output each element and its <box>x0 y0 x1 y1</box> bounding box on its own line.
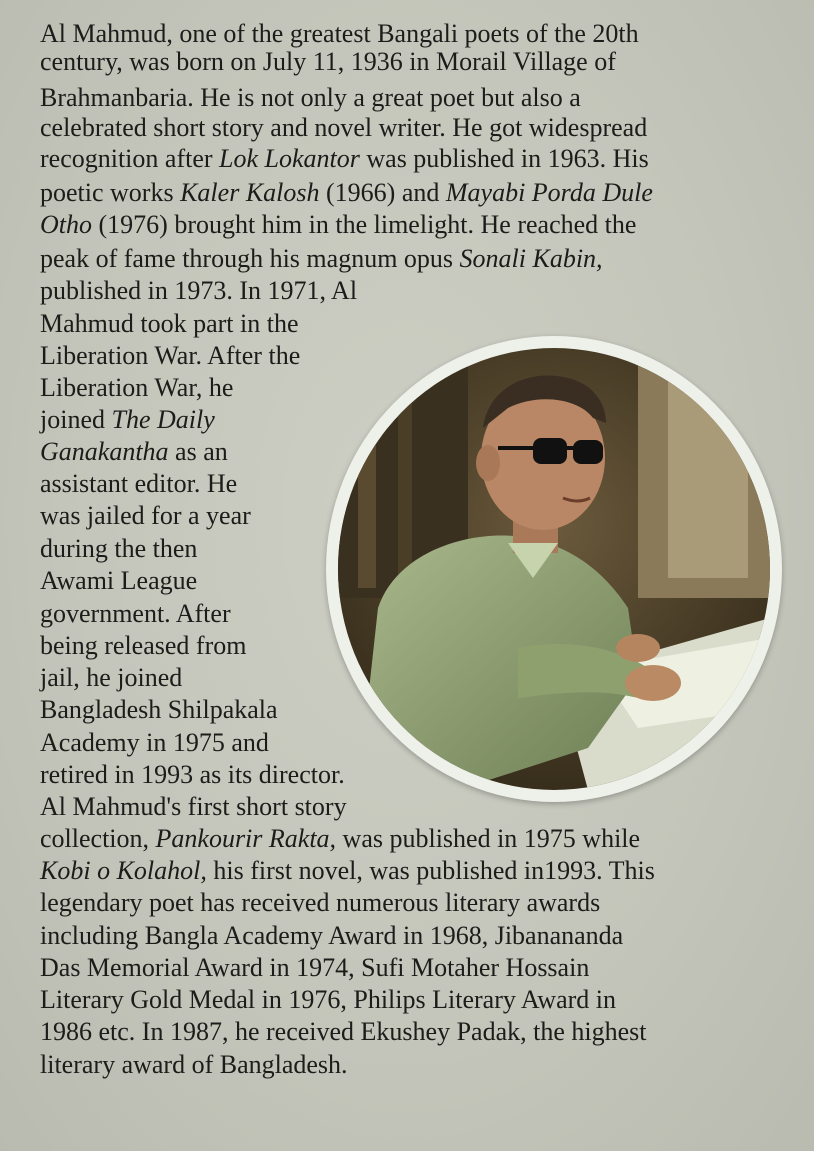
portrait-illustration <box>338 348 770 790</box>
text-line <box>40 500 251 532</box>
text-run: being released from <box>40 631 247 660</box>
text-line <box>40 759 345 791</box>
text-line <box>40 143 649 175</box>
text-run: published in 1973. In 1971, Al <box>40 276 358 305</box>
text-run: (1966) and <box>319 178 446 207</box>
portrait-photo <box>338 348 770 790</box>
text-line <box>40 630 246 662</box>
text-run: including Bangla Academy Award in 1968, Jibanananda <box>40 921 624 950</box>
italic-title: Lok Lokantor <box>219 144 360 173</box>
text-run: peak of fame through his magnum opus <box>40 244 460 273</box>
portrait-frame <box>326 336 782 802</box>
text-run: Literary Gold Medal in 1976, Philips Literary Award in <box>40 985 616 1014</box>
text-run: Liberation War, he <box>40 373 234 402</box>
text-line <box>40 920 623 952</box>
text-line <box>40 82 581 114</box>
text-run: was published in 1975 while <box>336 824 641 853</box>
text-line <box>40 823 640 855</box>
text-line <box>40 727 269 759</box>
text-run: Academy in 1975 and <box>40 728 269 757</box>
text-run: during the then <box>40 534 198 563</box>
text-run: legendary poet has received numerous literary awards <box>40 888 601 917</box>
italic-title: Kaler Kalosh <box>180 178 320 207</box>
text-line <box>40 308 299 340</box>
text-line <box>40 565 197 597</box>
text-line <box>40 855 655 887</box>
text-run: celebrated short story and novel writer. He got widespread <box>40 113 648 142</box>
italic-title: Ganakantha <box>40 437 169 466</box>
italic-title: Sonali Kabin, <box>459 244 603 273</box>
text-line <box>40 340 300 372</box>
text-line <box>40 112 647 144</box>
italic-title: The Daily <box>111 405 215 434</box>
text-run: his first novel, was published in1993. This <box>206 856 655 885</box>
text-run: Bangladesh Shilpakala <box>40 695 278 724</box>
text-run: literary award of Bangladesh. <box>40 1050 348 1079</box>
italic-title: Pankourir Rakta, <box>155 824 337 853</box>
text-line <box>40 243 603 275</box>
text-line <box>40 662 182 694</box>
text-line <box>40 887 600 919</box>
text-run: was published in 1963. His <box>359 144 649 173</box>
text-run: assistant editor. He <box>40 469 238 498</box>
text-line <box>40 404 215 436</box>
text-run: Liberation War. After the <box>40 341 301 370</box>
text-line <box>40 952 589 984</box>
text-line <box>40 533 197 565</box>
text-run: retired in 1993 as its director. <box>40 760 345 789</box>
text-line <box>40 436 228 468</box>
text-run: collection, <box>40 824 156 853</box>
text-line <box>40 984 616 1016</box>
text-run: jail, he joined <box>40 663 183 692</box>
text-run: Awami League <box>40 566 198 595</box>
text-run: Al Mahmud, one of the greatest Bangali poets of the 20th <box>40 19 639 48</box>
text-run: was jailed for a year <box>40 501 251 530</box>
text-run: Brahmanbaria. He is not only a great poet but also a <box>40 83 581 112</box>
text-run: recognition after <box>40 144 220 173</box>
text-run: as an <box>168 437 228 466</box>
text-line <box>40 46 616 78</box>
text-line <box>40 791 347 823</box>
text-run: (1976) brought him in the limelight. He reached the <box>92 210 637 239</box>
text-run: Al Mahmud's first short story <box>40 792 347 821</box>
text-line <box>40 177 653 209</box>
text-run: joined <box>40 405 112 434</box>
text-line <box>40 1016 647 1048</box>
italic-title: Otho <box>40 210 92 239</box>
text-line <box>40 694 278 726</box>
text-run: Mahmud took part in the <box>40 309 299 338</box>
text-run: poetic works <box>40 178 181 207</box>
text-run: government. After <box>40 599 231 628</box>
text-run: Das Memorial Award in 1974, Sufi Motaher Hossain <box>40 953 590 982</box>
text-line <box>40 209 636 241</box>
text-line <box>40 598 231 630</box>
italic-title: Mayabi Porda Dule <box>445 178 653 207</box>
text-run: 1986 etc. In 1987, he received Ekushey Padak, the highest <box>40 1017 647 1046</box>
text-line <box>40 275 357 307</box>
text-line <box>40 468 237 500</box>
text-line <box>40 1049 348 1081</box>
text-line <box>40 372 233 404</box>
italic-title: Kobi o Kolahol, <box>40 856 207 885</box>
text-run: century, was born on July 11, 1936 in Morail Village of <box>40 47 616 76</box>
